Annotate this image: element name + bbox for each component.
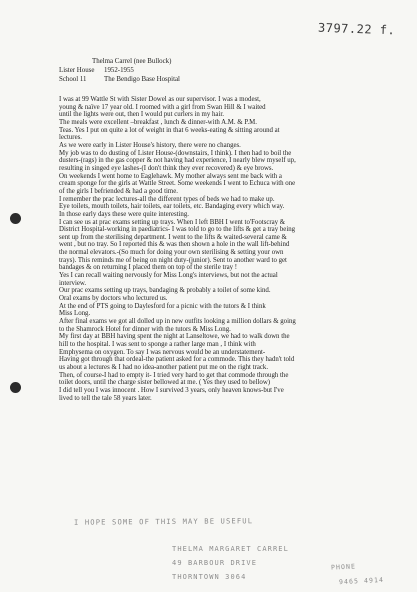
handwritten-note: I HOPE SOME OF THIS MAY BE USEFUL (73, 516, 254, 527)
text-line: interview. (59, 279, 87, 287)
text-line: dusters-(rags) in the gas copper & not having had experience, I nearly blew myself up, (59, 157, 296, 165)
punch-hole (10, 213, 21, 224)
text-line: At the end of PTS going to Daylesford for a picnic with the tutors & I think (59, 302, 266, 310)
handwritten-address-line: THORNTOWN 3064 (172, 573, 247, 581)
text-line: The meals were excellent –breakfast , lunch & dinner-with A.M. & P.M. (59, 118, 257, 126)
text-line: us about a lectures & I had no idea-another patient put me on the right track. (59, 363, 269, 371)
header-row-value: 1952-1955 (104, 67, 134, 74)
author-title: Thelma Carrel (nee Bullock) (92, 58, 172, 65)
text-line: cream sponge for the girls at Wattle Street. Some weekends I went to Echuca with one (59, 180, 296, 188)
header-row-key: School 11 (59, 76, 87, 83)
text-line: hill to the hospital. I was sent to sponge a rather large man , I think with (59, 341, 256, 348)
header-row (59, 66, 180, 75)
text-line: lived to tell the tale 58 years later. (59, 394, 152, 402)
text-line: After final exams we got all dolled up in new outfits looking a million dollars & going (59, 318, 296, 326)
text-line: I can see us at prac exams setting up trays. When I left BBH I went to'Footscray & (59, 218, 286, 226)
text-line: I remember the prac lectures-all the different types of beds we had to make up. (59, 195, 275, 203)
text-line: of the girls I befriended & had a good time. (59, 187, 178, 195)
punch-hole (10, 382, 21, 393)
text-line: trays). This reminds me of being on night duty-(junior). Sent to another ward to get (59, 256, 287, 264)
text-line: until the lights were out, then I would put curlers in my hair. (59, 111, 224, 119)
text-line: As we were early in Lister House's history, there were no changes. (59, 141, 241, 149)
text-line: bandages & on returning I placed them on top of the sterile tray ! (59, 264, 238, 272)
text-line: lectures. (59, 134, 82, 142)
header-row-key: Lister House (59, 67, 95, 74)
text-line: My job was to do dusting of Lister House-(downstairs, I think). I then had to boil the (59, 149, 292, 157)
text-line: young & naïve 17 year old. I roomed with a girl from Swan Hill & I waited (59, 103, 266, 111)
text-line: Yes I can recall waiting nervously for Miss Long's interviews, but not the actual (59, 272, 278, 280)
handwritten-phone-label: PHONE (330, 562, 357, 572)
text-line: Then, of course-I had to empty it- I tried very hard to get that commode through the (59, 371, 289, 379)
text-line: Our prac exams setting up trays, bandaging & probably a toilet of some kind. (59, 287, 271, 295)
memoir-body (59, 96, 404, 402)
handwritten-name: THELMA MARGARET CARREL (172, 545, 289, 553)
text-line: went , but no tray. So I reported this & was then shown a hole in the wall lift-behind (59, 241, 290, 249)
text-line: On weekends I went home to Eaglehawk. My mother always sent me back with a (59, 172, 282, 180)
text-line: In those early days these were quite interesting. (59, 210, 189, 218)
text-line: My first day at BBH having spent the night at Lanseltowe, we had to walk down the (59, 333, 290, 341)
text-line: District Hospital-working in paediatrics- I was told to go to the lifts & get a tray being (59, 226, 296, 234)
header-row (59, 75, 180, 84)
header-row-value: The Bendigo Base Hospital (104, 76, 180, 83)
handwritten-address-line: 49 BARBOUR DRIVE (172, 559, 258, 567)
text-line: to the Shamrock Hotel for dinner with the tutors & Miss Long. (59, 325, 231, 333)
document-header (59, 57, 180, 84)
text-line: resulting in singed eye lashes-(I don't think they ever recovered) & eye brows. (59, 164, 274, 172)
text-line: I was at 99 Wattle St with Sister Dowel as our supervisor. I was a modest, (59, 96, 261, 103)
text-line: sent up from the sterilising department. I went to the lifts & waited-several came & (59, 233, 287, 241)
text-line: I did tell you I was innocent . How I survived 3 years, only heaven knows-but I've (59, 386, 284, 394)
text-line: Miss Long. (59, 310, 91, 318)
text-line: Oral exams by doctors who lectured us. (59, 295, 168, 303)
text-line: toilet doors, until the charge sister bellowed at me. ( Yes they used to bellow) (59, 379, 271, 387)
text-line: Eye toilets, mouth toilets, hair toilets, ear toilets, etc. Bandaging every which way. (59, 203, 285, 211)
handwritten-phone-number: 9465 4914 (338, 575, 385, 587)
text-line: Emphysema on oxygen. To say I was nervous would be an understatement- (59, 348, 266, 356)
catalog-number: 3797.22 f. (317, 20, 396, 38)
text-line: Teas. Yes I put on quite a lot of weight in that 6 weeks-eating & sitting around at (59, 126, 280, 134)
text-line: Having got through that ordeal-the patient asked for a commode. This they hadn't told (59, 356, 295, 364)
text-line: the normal elevators.-(So much for doing your own sterilising & setting your own (59, 249, 284, 257)
